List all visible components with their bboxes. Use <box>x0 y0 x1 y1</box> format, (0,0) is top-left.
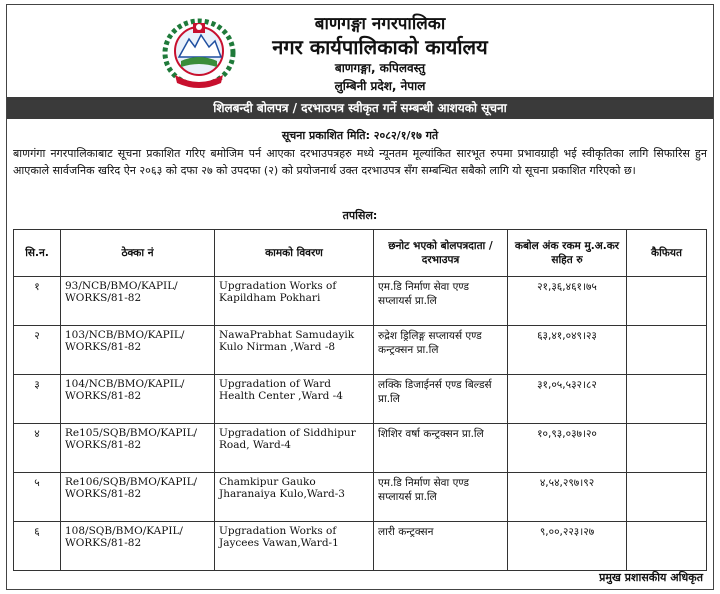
cell-contract: 108/SQB/BMO/KAPIL/ WORKS/81-82 <box>61 522 215 571</box>
office-name: नगर कार्यपालिकाको कार्यालय <box>272 35 488 59</box>
letterhead <box>7 5 713 97</box>
municipality-name: बाणगङ्गा नगरपालिका <box>314 14 446 34</box>
cell-sn: ६ <box>14 522 61 571</box>
table-row <box>14 277 707 326</box>
cell-contract: 104/NCB/BMO/KAPIL/ WORKS/81-82 <box>61 375 215 424</box>
publish-date: सूचना प्रकाशित मिति: २०८२/१/१७ गते <box>281 129 439 142</box>
cell-amount: ४,५४,२९७।९२ <box>508 473 627 522</box>
cell-contract: 103/NCB/BMO/KAPIL/ WORKS/81-82 <box>61 326 215 375</box>
cell-contract: Re106/SQB/BMO/KAPIL/ WORKS/81-82 <box>61 473 215 522</box>
cell-bidder: एम.डि निर्माण सेवा एण्ड सप्लायर्स प्रा.लि <box>374 277 508 326</box>
cell-bidder: लारी कन्ट्रक्सन <box>374 522 508 571</box>
notice-body: बाणगंगा नगरपालिकाबाट सूचना प्रकाशित गरिए बमोजिम पर्न आएका दरभाउपत्रहरु मध्ये न्यूनतम मूल्यांकित सारभूत रुपमा प्रभावग्राही भई स्वीकृतिका लागि सिफारिस हुन आएकाले सार्वजनिक खरिद ऐन २०६३ को दफा २७ को उपदफा (२) को प्रयोजनार्थ उक्त दरभाउपत्र सँग सम्बन्धित सबैको लागि यो सूचना प्रकाशित गरिएको छ। <box>13 147 707 177</box>
cell-work: Upgradation Works of Kapildham Pokhari <box>215 277 374 326</box>
table-header-row <box>14 230 707 277</box>
cell-sn: ५ <box>14 473 61 522</box>
address-line: बाणगङ्गा, कपिलवस्तु <box>334 61 426 75</box>
table-row <box>14 473 707 522</box>
cell-work: Chamkipur Gauko Jharanaiya Kulo,Ward-3 <box>215 473 374 522</box>
cell-work: NawaPrabhat Samudayik Kulo Nirman ,Ward -8 <box>215 326 374 375</box>
table-row <box>14 326 707 375</box>
header-selected-bidder: छनोट भएको बोलपत्रदाता / दरभाउपत्र <box>374 230 508 277</box>
award-table <box>13 229 707 571</box>
notice-page <box>6 4 714 590</box>
header-bid-amount: कबोल अंक रकम मु.अ.कर सहित रु <box>508 230 627 277</box>
cell-amount: ३१,०५,५३२।८२ <box>508 375 627 424</box>
cell-remark <box>627 326 707 375</box>
cell-remark <box>627 375 707 424</box>
notice-title-banner: शिलबन्दी बोलपत्र / दरभाउपत्र स्वीकृत गर्ने सम्बन्धी आशयको सूचना <box>7 97 713 119</box>
header-work-description: कामको विवरण <box>215 230 374 277</box>
cell-contract: Re105/SQB/BMO/KAPIL/ WORKS/81-82 <box>61 424 215 473</box>
cell-bidder: लक्कि डिजाईनर्स एण्ड बिल्डर्स प्रा.लि <box>374 375 508 424</box>
cell-bidder: शिशिर वर्षा कन्ट्रक्सन प्रा.लि <box>374 424 508 473</box>
details-heading: तपसिल: <box>342 209 378 222</box>
cell-work: Upgradation of Ward Health Center ,Ward -4 <box>215 375 374 424</box>
cell-work: Upgradation Works of Jaycees Vawan,Ward-1 <box>215 522 374 571</box>
province-line: लुम्बिनी प्रदेश, नेपाल <box>334 79 426 93</box>
cell-bidder: एम.डि निर्माण सेवा एण्ड सप्लायर्स प्रा.लि <box>374 473 508 522</box>
cell-work: Upgradation of Siddhipur Road, Ward-4 <box>215 424 374 473</box>
cell-remark <box>627 277 707 326</box>
cell-remark <box>627 424 707 473</box>
signatory-title: प्रमुख प्रशासकीय अधिकृत <box>599 571 703 584</box>
cell-amount: ९,००,२२३।२७ <box>508 522 627 571</box>
cell-bidder: रुद्रेश ड्रिलिङ्ग सप्लायर्स एण्ड कन्ट्रक्सन प्रा.लि <box>374 326 508 375</box>
cell-amount: ६३,४१,०४९।२३ <box>508 326 627 375</box>
cell-sn: १ <box>14 277 61 326</box>
table-row <box>14 522 707 571</box>
cell-remark <box>627 473 707 522</box>
table-row <box>14 424 707 473</box>
cell-remark <box>627 522 707 571</box>
table-row <box>14 375 707 424</box>
cell-amount: १०,९३,०३७।२० <box>508 424 627 473</box>
cell-contract: 93/NCB/BMO/KAPIL/ WORKS/81-82 <box>61 277 215 326</box>
cell-sn: ३ <box>14 375 61 424</box>
header-contract-no: ठेक्का नं <box>61 230 215 277</box>
cell-sn: २ <box>14 326 61 375</box>
header-sn: सि.न. <box>14 230 61 277</box>
cell-amount: २१,३६,४६१।७५ <box>508 277 627 326</box>
cell-sn: ४ <box>14 424 61 473</box>
header-remarks: कैफियत <box>627 230 707 277</box>
